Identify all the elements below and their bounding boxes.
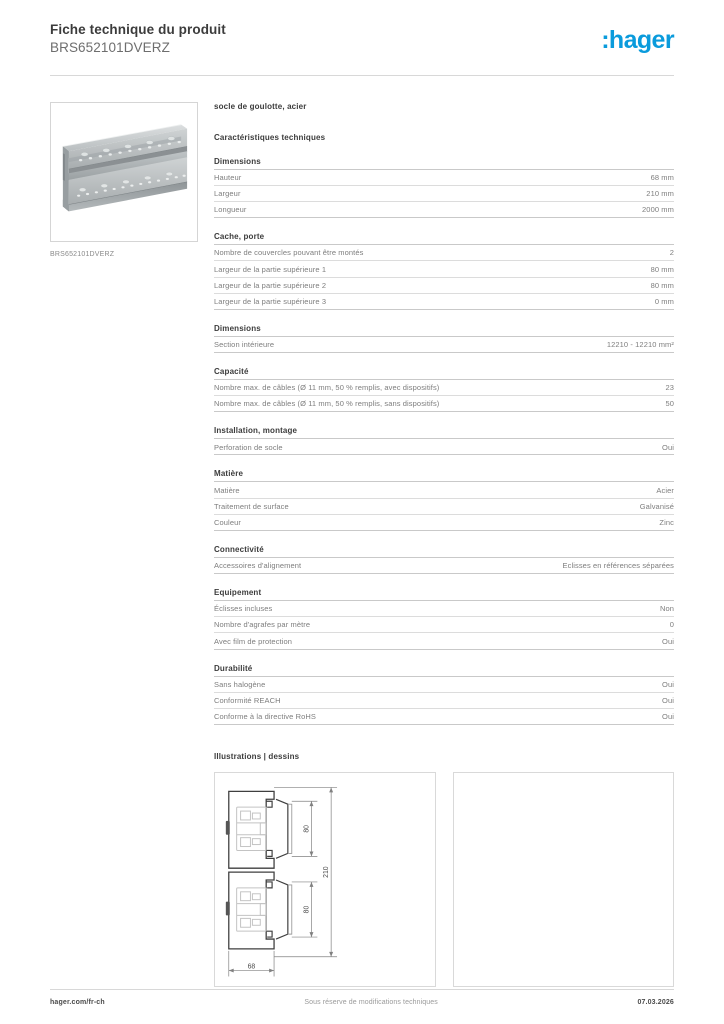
- spec-row: [214, 499, 674, 515]
- spec-row: [214, 186, 674, 202]
- spec-label: Accessoires d'alignement: [214, 561, 302, 571]
- spec-value: 2: [669, 248, 674, 258]
- spec-value: Oui: [662, 695, 674, 705]
- spec-row: [214, 202, 674, 218]
- spec-group-heading: Dimensions: [214, 324, 674, 337]
- spec-label: Nombre max. de câbles (Ø 11 mm, 50 % remplis, sans dispositifs): [214, 399, 440, 409]
- spec-row: [214, 709, 674, 725]
- spec-group: [214, 426, 674, 455]
- spec-value: Oui: [662, 679, 674, 689]
- spec-label: Traitement de surface: [214, 501, 289, 511]
- spec-label: Longueur: [214, 205, 247, 215]
- spec-label: Conformité REACH: [214, 695, 281, 705]
- spec-value: 0 mm: [654, 296, 674, 306]
- spec-group-heading: Cache, porte: [214, 232, 674, 245]
- spec-row: [214, 633, 674, 649]
- footer-website[interactable]: hager.com/fr-ch: [50, 999, 105, 1006]
- product-image-column: [50, 102, 202, 258]
- footer-disclaimer: Sous réserve de modifications techniques: [304, 999, 438, 1006]
- spec-label: Largeur de la partie supérieure 3: [214, 296, 327, 306]
- spec-groups: [214, 157, 674, 725]
- spec-row: [214, 482, 674, 498]
- product-image-caption: BRS652101DVERZ: [50, 250, 115, 258]
- specifications-title: Caractéristiques techniques: [214, 132, 326, 142]
- product-reference: BRS652101DVERZ: [50, 39, 170, 55]
- spec-label: Matière: [214, 485, 240, 495]
- spec-value: 2000 mm: [642, 205, 674, 215]
- footer-date: 07.03.2026: [637, 999, 674, 1006]
- spec-group: [214, 232, 674, 310]
- spec-value: Oui: [662, 636, 674, 646]
- spec-label: Nombre d'agrafes par mètre: [214, 620, 311, 630]
- spec-group-heading: Capacité: [214, 367, 674, 380]
- specifications-column: [202, 102, 674, 725]
- spec-label: Perforation de socle: [214, 442, 283, 452]
- spec-value: 210 mm: [646, 189, 674, 199]
- spec-value: Eclisses en références séparées: [562, 561, 674, 571]
- spec-value: Oui: [662, 712, 674, 722]
- spec-row: [214, 278, 674, 294]
- spec-group: [214, 545, 674, 574]
- spec-group: [214, 469, 674, 530]
- spec-label: Nombre max. de câbles (Ø 11 mm, 50 % remplis, avec dispositifs): [214, 383, 440, 393]
- footer-content: [50, 990, 674, 1006]
- spec-row: [214, 601, 674, 617]
- spec-value: 23: [665, 383, 674, 393]
- spec-label: Avec film de protection: [214, 636, 293, 646]
- product-photo: [50, 102, 198, 242]
- header-title-block: [50, 22, 226, 57]
- product-figure: [50, 102, 198, 258]
- spec-group: [214, 664, 674, 725]
- drawings-row: [214, 772, 674, 987]
- spec-row: [214, 261, 674, 277]
- spec-group-heading: Installation, montage: [214, 426, 674, 439]
- dimension-label-total-210: 210: [323, 866, 331, 878]
- spec-group-heading: Durabilité: [214, 664, 674, 677]
- dimension-label-upper-80: 80: [303, 825, 311, 833]
- spec-group-heading: Matière: [214, 469, 674, 482]
- spec-group: [214, 324, 674, 353]
- spec-row: [214, 515, 674, 531]
- spec-value: Acier: [656, 485, 674, 495]
- spec-label: Couleur: [214, 517, 241, 527]
- spec-row: [214, 617, 674, 633]
- page-footer: [50, 989, 674, 1006]
- page-header: [50, 0, 674, 57]
- spec-value: Non: [659, 604, 674, 614]
- spec-row: [214, 677, 674, 693]
- spec-value: Galvanisé: [639, 501, 674, 511]
- illustrations-title: Illustrations | dessins: [214, 752, 300, 762]
- spec-value: 80 mm: [650, 264, 674, 274]
- technical-drawing-secondary: [453, 772, 675, 987]
- spec-group-heading: Dimensions: [214, 157, 674, 170]
- spec-label: Nombre de couvercles pouvant être montés: [214, 248, 364, 258]
- spec-value: 50: [665, 399, 674, 409]
- hager-logo: :hager: [601, 26, 674, 54]
- spec-group: [214, 367, 674, 412]
- spec-group: [214, 588, 674, 649]
- spec-label: Éclisses incluses: [214, 604, 273, 614]
- spec-row: [214, 380, 674, 396]
- spec-value: 68 mm: [650, 172, 674, 182]
- page-title: Fiche technique du produit: [50, 22, 226, 37]
- spec-row: [214, 693, 674, 709]
- spec-label: Largeur de la partie supérieure 1: [214, 264, 327, 274]
- illustrations-section: [50, 752, 674, 987]
- spec-label: Hauteur: [214, 172, 242, 182]
- technical-drawing-cross-section: [214, 772, 436, 987]
- spec-row: [214, 245, 674, 261]
- content-area: [50, 76, 674, 725]
- spec-value: Oui: [662, 442, 674, 452]
- spec-row: [214, 337, 674, 353]
- spec-value: 0: [669, 620, 674, 630]
- spec-group-heading: Connectivité: [214, 545, 674, 558]
- spec-label: Sans halogène: [214, 679, 266, 689]
- product-name: socle de goulotte, acier: [214, 101, 307, 111]
- spec-row: [214, 294, 674, 310]
- spec-value: 12210 - 12210 mm²: [606, 340, 674, 350]
- dimension-label-depth-68: 68: [247, 963, 256, 971]
- spec-label: Section intérieure: [214, 340, 275, 350]
- dimension-label-lower-80: 80: [303, 905, 311, 914]
- spec-label: Largeur de la partie supérieure 2: [214, 280, 327, 290]
- spec-value: 80 mm: [650, 280, 674, 290]
- spec-row: [214, 170, 674, 186]
- spec-value: Zinc: [659, 517, 674, 527]
- spec-row: [214, 396, 674, 412]
- spec-group: [214, 157, 674, 218]
- spec-label: Conforme à la directive RoHS: [214, 712, 317, 722]
- spec-group-heading: Equipement: [214, 588, 674, 601]
- spec-row: [214, 558, 674, 574]
- spec-label: Largeur: [214, 189, 241, 199]
- spec-row: [214, 439, 674, 455]
